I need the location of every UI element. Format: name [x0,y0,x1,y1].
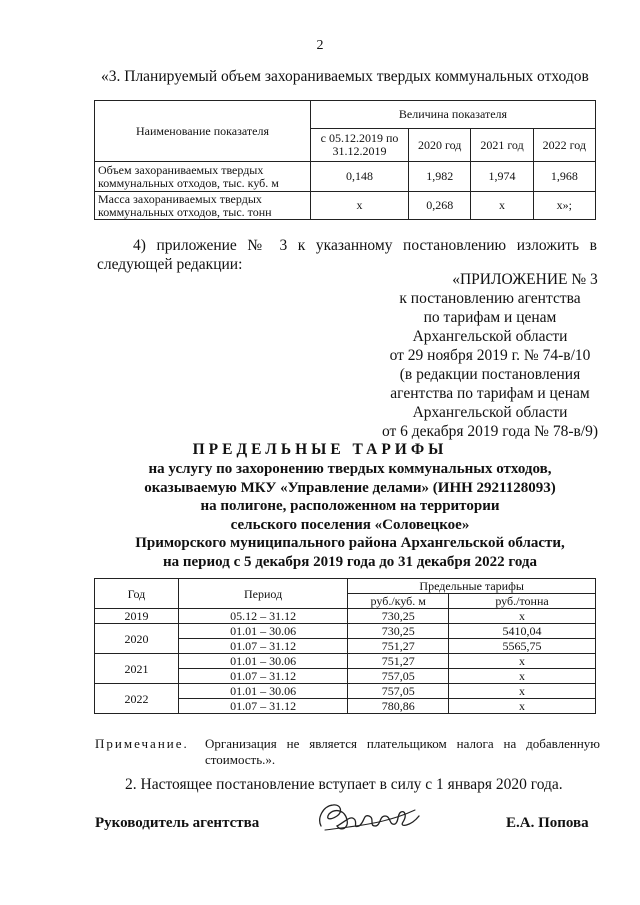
table-row [95,162,596,192]
table1-period-3: 2021 год [471,129,533,162]
tariffs-title: ПРЕДЕЛЬНЫЕ ТАРИФЫ [192,441,448,458]
subtitle-line: на услугу по захоронению твердых коммунальных отходов, [148,461,552,477]
appendix-line: агентства по тарифам и ценам [390,385,590,402]
table1-row2-value: х»; [533,192,595,220]
table1-row2-value: х [471,192,533,220]
tariff-m3-cell: 751,27 [348,654,449,669]
table1-period-1: с 05.12.2019 по 31.12.2019 [310,129,408,162]
year-cell: 2022 [95,684,179,714]
waste-volume-table [94,100,596,220]
table-row [95,654,596,669]
table2-header-year: Год [95,579,179,609]
appendix-line: (в редакции постановления [399,366,581,383]
subtitle-line: на полигоне, расположенном на территории [200,498,500,514]
year-cell: 2020 [95,624,179,654]
table2-header-period: Период [178,579,347,609]
period-cell: 01.07 – 31.12 [178,669,347,684]
period-cell: 01.07 – 31.12 [178,699,347,714]
tariff-m3-cell: 751,27 [348,639,449,654]
note-label: Примечание. [95,736,189,751]
table1-period-2: 2020 год [409,129,471,162]
note-text: Организация не является плательщиком налога на добавленную стоимость.». [205,736,600,767]
appendix-line: Архангельской области [412,328,568,345]
table-row [95,609,596,624]
appendix-line: «ПРИЛОЖЕНИЕ № 3 [452,271,598,288]
period-cell: 01.01 – 30.06 [178,654,347,669]
appendix-line: к постановлению агентства [399,290,581,307]
tariff-ton-cell: 5565,75 [449,639,596,654]
tariff-m3-cell: 730,25 [348,624,449,639]
handwritten-signature [315,796,425,838]
subtitle-line: оказываемую МКУ «Управление делами» (ИНН 2921128093) [144,479,556,496]
subtitle-line: Приморского муниципального района Архангельской области, [135,535,565,551]
paragraph-2: 2. Настоящее постановление вступает в силу с 1 января 2020 года. [125,776,563,793]
table2-unit-ton: руб./тонна [449,594,596,609]
tariffs-subtitle [70,460,630,571]
subtitle-line: сельского поселения «Соловецкое» [230,516,470,533]
table1-row2-name: Масса захораниваемых твердых коммунальных отходов, тыс. тонн [95,192,311,220]
table-row [95,624,596,639]
table2-header-tariffs: Предельные тарифы [348,579,596,594]
table-row [95,684,596,699]
period-cell: 05.12 – 31.12 [178,609,347,624]
appendix-block [340,270,640,441]
tariff-m3-cell: 730,25 [348,609,449,624]
signatory-name: Е.А. Попова [506,815,589,831]
signatory-title: Руководитель агентства [95,815,260,831]
tariff-ton-cell: х [449,699,596,714]
table1-row2-value: х [310,192,408,220]
table1-row1-name: Объем захораниваемых твердых коммунальных отходов, тыс. куб. м [95,162,311,192]
tariff-ton-cell: х [449,669,596,684]
period-cell: 01.07 – 31.12 [178,639,347,654]
subtitle-line: на период с 5 декабря 2019 года до 31 декабря 2022 года [162,553,537,570]
table2-unit-m3: руб./куб. м [348,594,449,609]
tariff-ton-cell: 5410,04 [449,624,596,639]
table1-row1-value: 1,982 [409,162,471,192]
page-number: 2 [316,38,324,53]
table1-row1-value: 1,968 [533,162,595,192]
table1-period-4: 2022 год [533,129,595,162]
table1-row1-value: 1,974 [471,162,533,192]
tariff-m3-cell: 757,05 [348,684,449,699]
year-cell: 2021 [95,654,179,684]
table1-row2-value: 0,268 [409,192,471,220]
year-cell: 2019 [95,609,179,624]
tariffs-table [94,578,596,714]
paragraph-4 [97,236,597,274]
period-cell: 01.01 – 30.06 [178,624,347,639]
tariff-m3-cell: 757,05 [348,669,449,684]
tariff-m3-cell: 780,86 [348,699,449,714]
table1-header-name: Наименование показателя [95,101,311,162]
paragraph-4-text: 4) приложение № 3 к указанному постановлению изложить в следующей редакции: [97,237,597,273]
tariff-ton-cell: х [449,684,596,699]
appendix-line: по тарифам и ценам [423,309,557,326]
appendix-line: от 29 ноября 2019 г. № 74-в/10 [389,347,591,364]
period-cell: 01.01 – 30.06 [178,684,347,699]
table1-row1-value: 0,148 [310,162,408,192]
table1-header-value: Величина показателя [310,101,595,129]
appendix-line: от 6 декабря 2019 года № 78-в/9) [381,423,599,440]
tariff-ton-cell: х [449,654,596,669]
section3-title: «3. Планируемый объем захораниваемых твердых коммунальных отходов [101,68,589,85]
table-row [95,192,596,220]
appendix-line: Архангельской области [412,404,568,421]
tariff-ton-cell: х [449,609,596,624]
